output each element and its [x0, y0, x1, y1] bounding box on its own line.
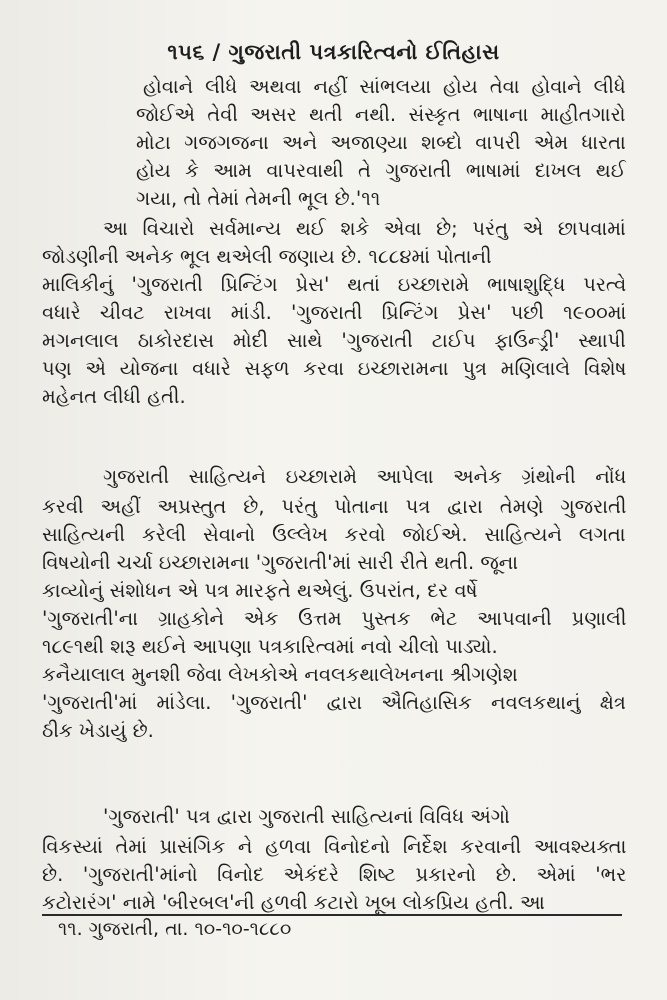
paragraph-line: કનૈયાલાલ મુનશી જેવા લેખકોએ નવલકથાલેખનના શ્રીગણેશ	[42, 663, 518, 686]
quote-line: હોવાને લીધે અથવા નહીં સાંભલયા હોય તેવા હોવાને લીધે	[143, 75, 626, 98]
paragraph-line: 'ગુજરાતી'ના ગ્રાહકોને એક ઉત્તમ પુસ્તક ભેટ આપવાની પ્રણાલી	[42, 607, 627, 630]
quote-line: મોટા ગજગજના અને અજાણ્યા શબ્દો વાપરી એમ ધારતા	[136, 131, 626, 154]
quote-line: હોય કે આમ વાપરવાથી તે ગુજરાતી ભાષામાં દાખલ થઈ	[136, 159, 626, 182]
quote-line: ગયા, તો તેમાં તેમની ભૂલ છે.'૧૧	[136, 187, 381, 210]
quote-line: જોઈએ તેવી અસર થતી નથી. સંસ્કૃત ભાષાના માહીતગારો	[136, 103, 626, 126]
paragraph-line: વિકસ્યાં તેમાં પ્રાસંગિક ને હળવા વિનોદનો નિર્દેશ કરવાની આવશ્યક્તા	[42, 835, 627, 858]
footnote-divider	[42, 914, 622, 916]
running-header: ૧૫૬ / ગુજરાતી પત્રકારિત્વનો ઈતિહાસ	[167, 40, 500, 64]
paragraph-line: જોડણીની અનેક ભૂલ થએલી જણાય છે. ૧૮૮૪માં પોતાની	[42, 245, 492, 268]
paragraph-line: પણ એ યોજના વધારે સફળ કરવા ઇચ્છારામના પુત્ર મણિલાલે વિશેષ	[42, 357, 627, 380]
paragraph-line: ગુજરાતી સાહિત્યને ઇચ્છારામે આપેલા અનેક ગ્રંથોની નોંધ	[103, 465, 627, 488]
paragraph-line: ઠીક ખેડાયું છે.	[42, 719, 154, 742]
paragraph-line: વધારે ચીવટ રાખવા માંડી. 'ગુજરાતી પ્રિન્ટિંગ પ્રેસ' પછી ૧૯૦૦માં	[42, 301, 627, 324]
paragraph-line: 'ગુજરાતી' પત્ર દ્વારા ગુજરાતી સાહિત્યનાં વિવિધ અંગો	[103, 805, 510, 828]
paragraph-line: કરવી અહીં અપ્રસ્તુત છે, પરંતુ પોતાના પત્ર દ્વારા તેમણે ગુજરાતી	[42, 495, 627, 518]
paragraph-line: મહેનત લીધી હતી.	[42, 385, 186, 408]
paragraph-line: છે. 'ગુજરાતી'માંનો વિનોદ એકંદરે શિષ્ટ પ્રકારનો છે. એમાં 'ભર	[42, 863, 627, 886]
paragraph-line: સાહિત્યની કરેલી સેવાનો ઉલ્લેખ કરવો જોઈએ. સાહિત્યને લગતા	[42, 523, 626, 546]
paragraph-line: કટોરારંગ' નામે 'બીરબલ'ની હળવી કટારો ખૂબ લોકપ્રિય હતી. આ	[42, 891, 545, 914]
paragraph-line: 'ગુજરાતી'માં માંડેલા. 'ગુજરાતી' દ્વારા ઐતિહાસિક નવલકથાનું ક્ષેત્ર	[42, 691, 626, 714]
paragraph-line: ૧૮૯૧થી શરૂ થઈને આપણા પત્રકારિત્વમાં નવો ચીલો પાડ્યો.	[42, 635, 498, 658]
paragraph-line: આ વિચારો સર્વમાન્ય થઈ શકે એવા છે; પરંતુ એ છાપવામાં	[103, 217, 626, 240]
paragraph-line: મગનલાલ ઠાકોરદાસ મોદી સાથે 'ગુજરાતી ટાઈપ ફાઉન્ડ્રી' સ્થાપી	[42, 329, 626, 352]
footnote: ૧૧. ગુજરાતી, તા. ૧૦-૧૦-૧૮૮૦	[58, 918, 292, 940]
paragraph-line: વિષયોની ચર્ચા ઇચ્છારામના 'ગુજરાતી'માં સારી રીતે થતી. જૂના	[42, 551, 519, 574]
paragraph-line: કાવ્યોનું સંશોધન એ પત્ર મારફતે થએલું. ઉપરાંત, દર વર્ષે	[42, 579, 478, 602]
paragraph-line: માલિકીનું 'ગુજરાતી પ્રિન્ટિંગ પ્રેસ' થતાં ઇચ્છારામે ભાષાશુદ્ધિ પરત્વે	[42, 273, 627, 296]
